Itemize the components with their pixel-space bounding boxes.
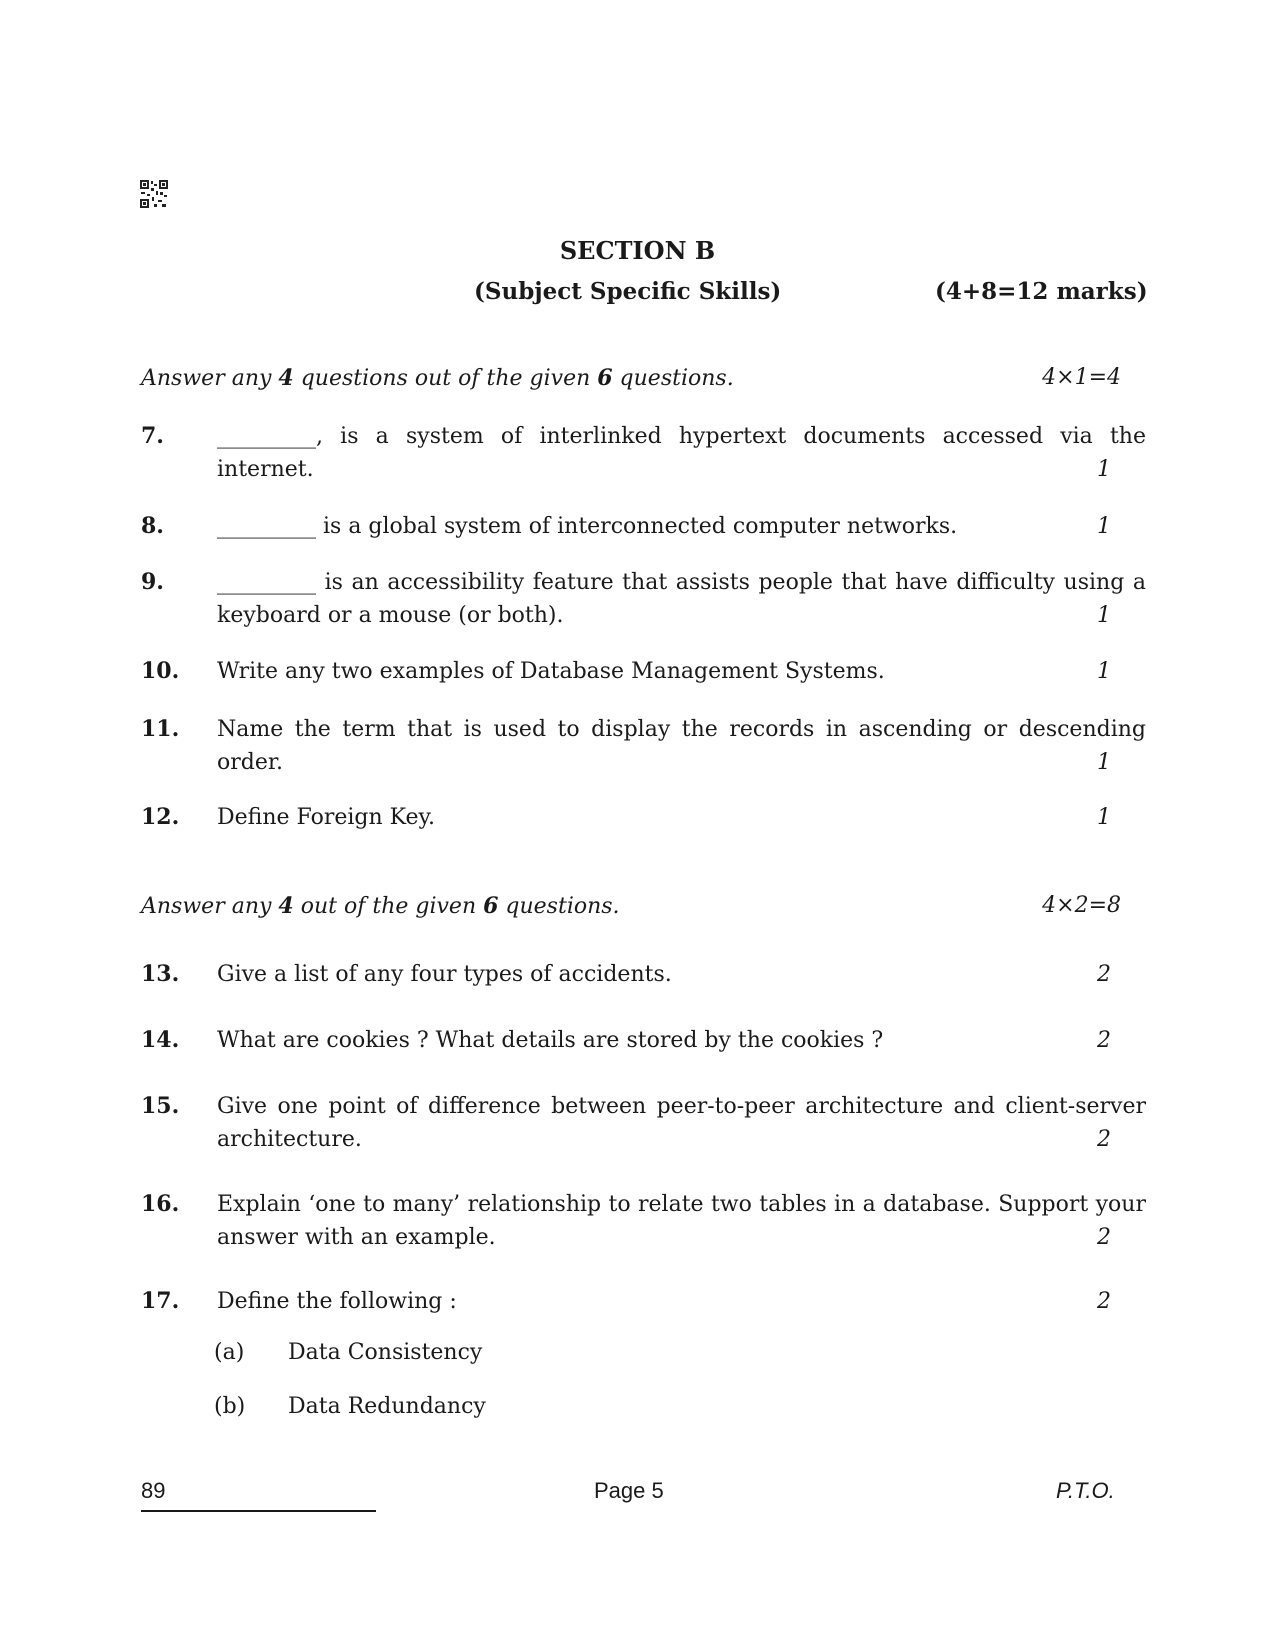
part-2-marks: 4×2=8 bbox=[1042, 893, 1121, 918]
page-number: Page 5 bbox=[594, 1478, 664, 1503]
instruction-part-2: Answer any 4 out of the given 6 questions. 4×2=8 bbox=[141, 893, 1121, 919]
section-title: SECTION B bbox=[559, 236, 716, 265]
question-13: 13. Give a list of any four types of accidents. 2 bbox=[141, 961, 1111, 987]
question-12: 12. Define Foreign Key. 1 bbox=[141, 804, 1111, 830]
section-subtitle: (Subject Specific Skills) bbox=[474, 278, 782, 305]
question-16: 16. Explain ‘one to many’ relationship to relate two tables in a database. Support your answer with an example. 2 bbox=[141, 1191, 1146, 1250]
subpart-b-label: (b) bbox=[214, 1394, 246, 1419]
part-1-marks: 4×1=4 bbox=[1042, 365, 1121, 390]
subpart-a-text: Data Consistency bbox=[288, 1340, 483, 1365]
section-marks: (4+8=12 marks) bbox=[935, 278, 1148, 305]
paper-code: 89 bbox=[141, 1478, 166, 1503]
footer-rule bbox=[141, 1510, 376, 1512]
qr-code-icon bbox=[140, 180, 168, 208]
question-7: 7. _________, is a system of interlinked hypertext documents accessed via the internet. 1 bbox=[141, 423, 1146, 482]
instruction-part-1: Answer any 4 questions out of the given 6 questions. 4×1=4 bbox=[141, 365, 1121, 391]
question-17: 17. Define the following : 2 bbox=[141, 1288, 1111, 1314]
subpart-a-label: (a) bbox=[214, 1340, 245, 1365]
question-11: 11. Name the term that is used to display the records in ascending or descending order. 1 bbox=[141, 716, 1146, 775]
question-15: 15. Give one point of difference between peer-to-peer architecture and client-server architecture. 2 bbox=[141, 1093, 1146, 1152]
pto-label: P.T.O. bbox=[1056, 1478, 1115, 1503]
question-9: 9. _________ is an accessibility feature that assists people that have difficulty using a keyboard or a mouse (or both). 1 bbox=[141, 569, 1146, 628]
question-14: 14. What are cookies ? What details are stored by the cookies ? 2 bbox=[141, 1027, 1111, 1053]
question-8: 8. _________ is a global system of interconnected computer networks. 1 bbox=[141, 513, 1111, 539]
subpart-b-text: Data Redundancy bbox=[288, 1394, 486, 1419]
question-10: 10. Write any two examples of Database Management Systems. 1 bbox=[141, 658, 1111, 684]
